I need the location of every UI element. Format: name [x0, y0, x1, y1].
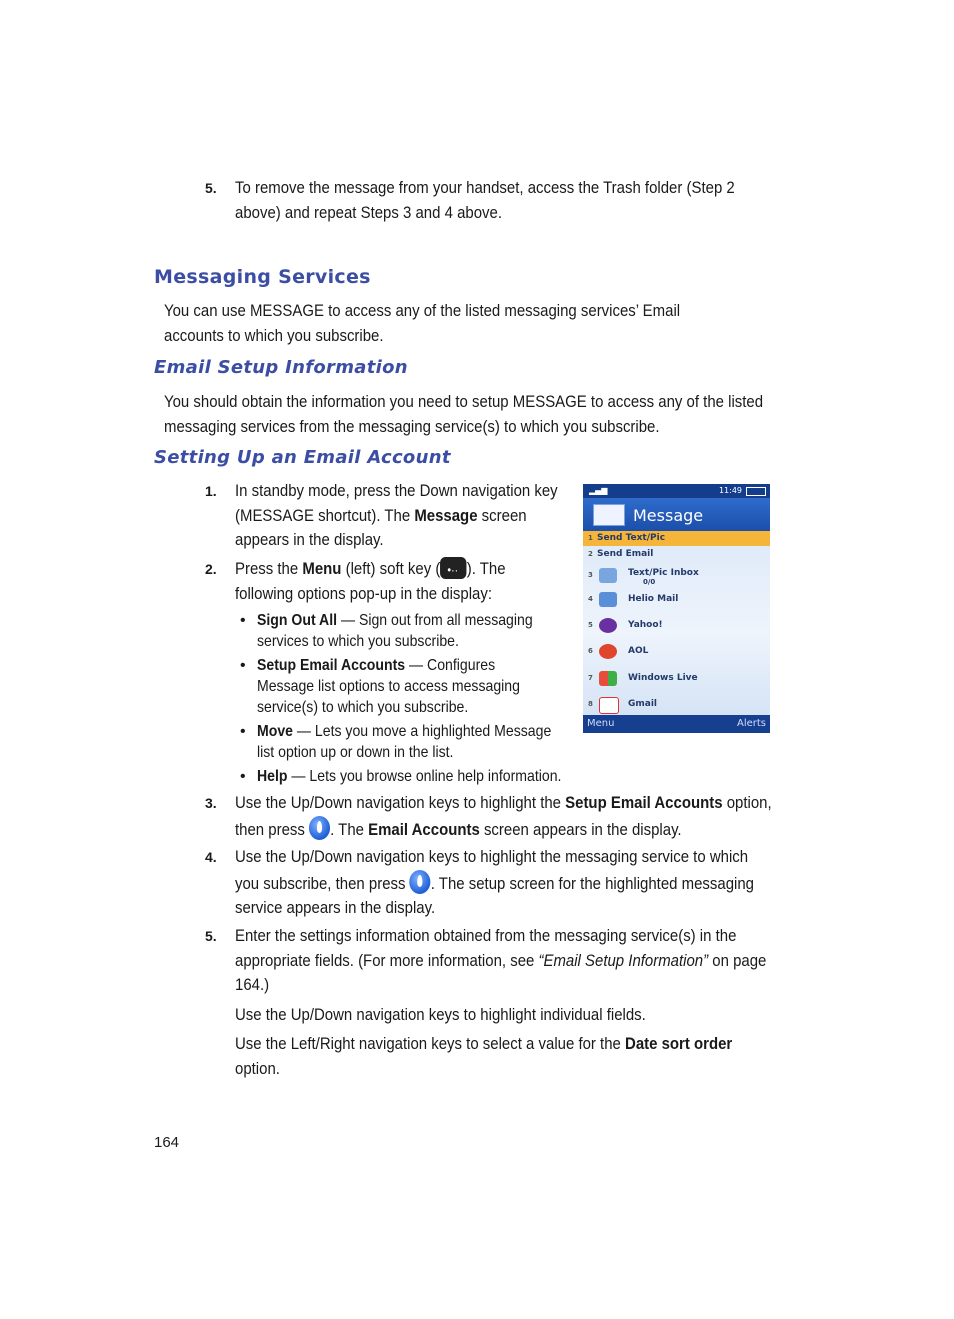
step-number: 5.	[205, 928, 217, 944]
envelope-icon	[593, 504, 625, 526]
step-text: Use the Up/Down navigation keys to highlight the messaging service to which you subscribe, then press . The setup screen for the highlighted messaging service appears in the display.	[235, 847, 754, 917]
signal-icon: ▂▄▆	[589, 486, 608, 495]
page-number: 164	[154, 1134, 180, 1151]
right-soft-key[interactable]: Alerts	[736, 718, 766, 729]
screen-title: Message	[633, 506, 704, 525]
inbox-icon	[599, 568, 617, 583]
helio-icon	[599, 592, 617, 607]
step-text: In standby mode, press the Down navigation key (MESSAGE shortcut). The Message screen appears in the display.	[235, 481, 558, 549]
section-body: You can use MESSAGE to access any of the listed messaging services’ Email accounts to which you subscribe.	[164, 301, 681, 345]
bullet-item: Move — Lets you move a highlighted Message list option up or down in the list.	[257, 723, 552, 761]
yahoo-icon	[599, 618, 617, 633]
menu-item[interactable]: 8 Gmail	[583, 693, 770, 717]
ok-key-icon	[309, 816, 330, 840]
subsection-body: You should obtain the information you need to setup MESSAGE to access any of the listed messaging services from the messaging service(s) to which you subscribe.	[164, 392, 764, 436]
step-text: Enter the settings information obtained from the messaging service(s) in the appropriate fields. (For more information, see “Email Setup Information” on page 164.)	[235, 926, 767, 994]
left-soft-key[interactable]: Menu	[587, 718, 615, 729]
step-number: 2.	[205, 561, 217, 577]
section-heading: Messaging Services	[154, 266, 371, 288]
step-text: Use the Up/Down navigation keys to highlight the Setup Email Accounts option, then press . The Email Accounts screen appears in the display.	[235, 793, 772, 839]
menu-soft-key-icon	[440, 557, 466, 579]
bullet-dot: •	[240, 657, 246, 674]
step-number: 1.	[205, 483, 217, 499]
step-number: 4.	[205, 849, 217, 865]
aol-icon	[599, 644, 617, 659]
step-number: 5.	[205, 180, 217, 196]
step-note: Use the Up/Down navigation keys to highlight individual fields.	[235, 1005, 646, 1024]
menu-item[interactable]: 3 Text/Pic Inbox 0/0	[588, 568, 699, 586]
step-text: Press the Menu (left) soft key (•·· ). The following options pop-up in the display:	[235, 557, 543, 606]
bullet-dot: •	[240, 768, 246, 785]
menu-item[interactable]: 6 AOL	[583, 640, 770, 664]
menu-item[interactable]: 1 Send Text/Pic	[583, 531, 770, 546]
bullet-item: Help — Lets you browse online help information.	[257, 768, 562, 785]
bullet-dot: •	[240, 612, 246, 629]
menu-item[interactable]: 2 Send Email	[588, 549, 654, 559]
ok-key-icon	[410, 870, 431, 894]
menu-item[interactable]: 4 Helio Mail	[583, 588, 770, 612]
battery-icon	[746, 487, 766, 496]
subsection-heading: Email Setup Information	[154, 357, 408, 378]
menu-item[interactable]: 7 Windows Live	[583, 667, 770, 691]
time-readout: 11:49	[718, 486, 742, 495]
bullet-item: Setup Email Accounts — Configures Message list options to access messaging service(s) to which you subscribe.	[257, 657, 520, 716]
bullet-dot: •	[240, 723, 246, 740]
bullet-item: Sign Out All — Sign out from all messaging services to which you subscribe.	[257, 612, 533, 650]
phone-screen-image	[583, 484, 770, 733]
status-bar	[583, 484, 770, 498]
menu-item[interactable]: 5 Yahoo!	[583, 614, 770, 638]
step-text: To remove the message from your handset, access the Trash folder (Step 2 above) and repeat Steps 3 and 4 above.	[235, 178, 735, 222]
gmail-icon	[599, 697, 619, 714]
step-number: 3.	[205, 795, 217, 811]
subsection-heading: Setting Up an Email Account	[154, 447, 451, 468]
windows-icon	[599, 671, 617, 686]
soft-key-bar	[583, 715, 770, 733]
step-note: Use the Left/Right navigation keys to select a value for the Date sort order option.	[235, 1034, 733, 1078]
